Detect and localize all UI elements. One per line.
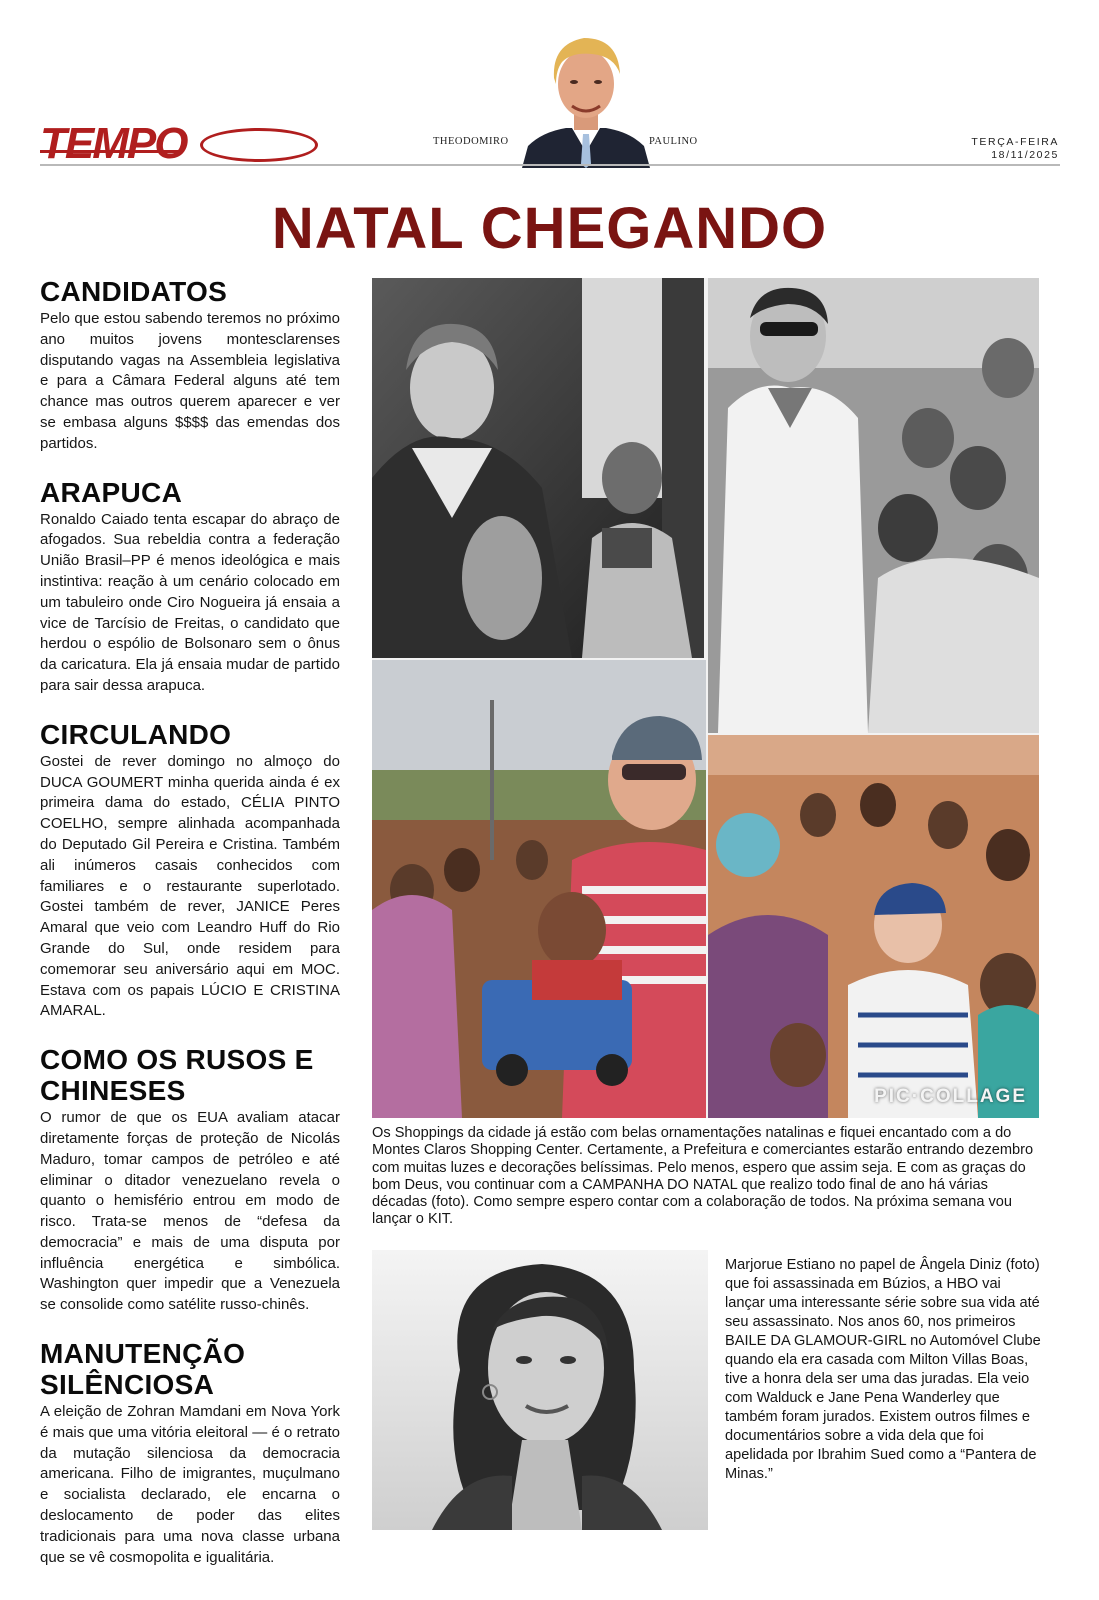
date: 18/11/2025 [991,149,1059,161]
section-body: Pelo que estou sabendo teremos no próximo ano muitos jovens montesclarenses disputando vagas na Assembleia legislativa e para a Câmara Federal alguns até tem chance mas outros querem aparecer e ver se embasa alguns $$$$ das emendas dos partidos. [40,310,340,452]
weekday: TERÇA-FEIRA [971,136,1059,148]
author-portrait [522,28,650,168]
author-first-name: THEODOMIRO [433,136,509,147]
section-title: ARAPUCA [40,476,183,508]
masthead-logo [40,120,275,168]
color-photo-man-with-baby [372,660,706,1118]
section-title: CANDIDATOS [40,276,228,307]
section-arapuca [40,477,340,697]
left-column [40,276,340,1590]
section-candidatos [40,276,340,455]
section-body: Gostei de rever domingo no almoço do DUCA GOUMERT minha querida ainda é ex primeira dama do estado, CÉLIA PINTO COELHO, sempre alinhada acompanhada do Deputado Gil Pereira e Cristina. Também ali inúmeros casais conhecidos com familiares e o restaurante superlotado. Gostei também de rever, JANICE Peres Amaral que veio com Leandro Huff do Rio Grande do Sul, onde residem para comemorar seu aniversário aqui em MOC. Estava com os papais LÚCIO E CRISTINA AMARAL. [40,752,340,1020]
page-headline: NATAL CHEGANDO [271,196,828,261]
section-title: MANUTENÇÃO SILÊNCIOSA [40,1338,246,1401]
collage-caption: Os Shoppings da cidade já estão com belas ornamentações natalinas e fiquei encantado com a do Montes Claros Shopping Center. Certamente, a Prefeitura e comerciantes estarão entrando dezembro com muitas luzes e decorações belíssimas. Pelo menos, espero que assim seja. E com as graças do bom Deus, vou continuar com a CAMPANHA DO NATAL que realizo todo final de ano há várias décadas (foto). Como sempre espero contar com a colaboração de todos. Na próxima semana vou lançar o KIT. [372,1125,1034,1228]
bw-photo-man-with-bag [372,278,704,658]
color-photo-man-with-cap [708,735,1039,1118]
section-body: Ronaldo Caiado tenta escapar do abraço de afogados. Sua rebeldia contra a federação União Brasil–PP é menos ideológica e mais instintiva: reação à um cenário colocado em um tabuleiro onde Ciro Nogueira já ensaia a vice de Tarcísio de Freitas, o candidato que herdou o espólio de Bolsonaro sem o ônus da caricatura. Ela já ensaia mudar de partido para sair dessa arapuca. [40,510,340,694]
section-body: A eleição de Zohran Mamdani em Nova York é mais que uma vitória eleitoral — é o retrato da mutação silenciosa da democracia americana. Filho de imigrantes, muçulmano e socialista declarado, ele encarna o deslocamento de poder das elites tradicionais para uma nova classe urbana que se vê cosmopolita e igualitária. [40,1403,340,1566]
actress-portrait-photo [372,1250,708,1530]
section-title: COMO OS RUSOS E CHINESES [40,1044,314,1107]
collage-watermark: PIC·COLLAGE [874,1086,1027,1107]
section-title: CIRCULANDO [40,718,232,750]
actress-article-text: Marjorue Estiano no papel de Ângela Diniz (foto) que foi assassinada em Búzios, a HBO vai lançar uma interessante série sobre sua vida até seu assassinato. Nos anos 60, nos primeiros BAILE DA GLAMOUR-GIRL no Automóvel Clube quando ela era casada com Milton Villas Boas, tive a honra dela ser uma das juradas. Ela veio com Walduck e Jane Pena Wanderley que também foram jurados. Existem outros filmes e documentários sobre a vida dela que foi apelidada por Ibrahim Sued como a “Pantera de Minas.” [725,1257,1041,1482]
section-circulando [40,719,340,1022]
author-last-name: PAULINO [649,136,698,147]
section-rusos-chineses [40,1044,340,1316]
date-block [971,136,1059,162]
masthead-text: TEMPO [40,119,187,168]
bw-photo-man-with-children [708,278,1039,733]
photo-collage [372,278,1039,1118]
section-manutencao [40,1338,340,1568]
section-body: O rumor de que os EUA avaliam atacar diretamente forças de proteção de Nicolás Maduro, tomar campos de petróleo e até eliminar o ditador venezuelano revela o quanto o hemisfério entrou em modo de risco. Trata-se menos de “defesa da democracia” e mais de uma disputa por influência energética e simbólica. Washington quer impedir que a Venezuela se consolide como satélite russo-chinês. [40,1109,340,1314]
